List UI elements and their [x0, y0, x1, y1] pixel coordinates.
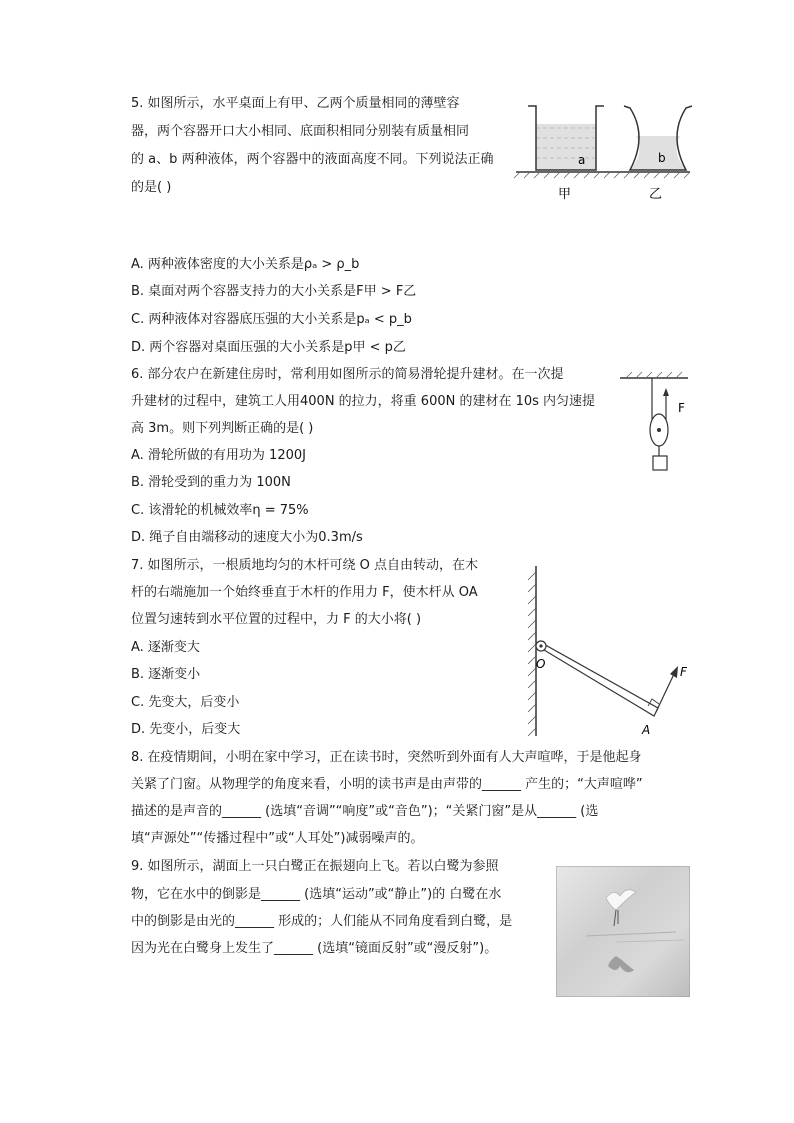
pivot-o-label: O	[536, 657, 546, 671]
lever-force-label: F	[680, 665, 687, 679]
q7-line: 位置匀速转到水平位置的过程中，力 F 的大小将( )	[131, 612, 422, 627]
q5-line: 5. 如图所示，水平桌面上有甲、乙两个质量相同的薄壁容	[131, 96, 460, 111]
q6-line: 高 3m。则下列判断正确的是( )	[131, 421, 314, 436]
q7-line: 杆的右端施加一个始终垂直于木杆的作用力 F，使木杆从 OA	[131, 585, 478, 600]
q6-line: 6. 部分农户在新建住房时，常利用如图所示的简易滑轮提升建材。在一次提	[131, 367, 564, 382]
q7-option-b: B. 逐渐变小	[131, 667, 201, 682]
q7-option-c: C. 先变大，后变小	[131, 695, 240, 710]
q5-option-d: D. 两个容器对桌面压强的大小关系是p甲 < p乙	[131, 340, 406, 355]
q8-line: 填“声源处”“传播过程中”或“人耳处”)减弱噪声的。	[131, 831, 424, 846]
q5-line: 的是( )	[131, 180, 172, 195]
q7-option-d: D. 先变小，后变大	[131, 722, 241, 737]
pulley-force-label: F	[678, 401, 685, 415]
pulley-figure	[616, 370, 692, 474]
end-a-label: A	[642, 723, 651, 737]
q9-line: 中的倒影是由光的______ 形成的；人们能从不同角度看到白鹭，是	[131, 914, 513, 929]
q9-line: 因为光在白鹭身上发生了______ (选填“镜面反射”或“漫反射”)。	[131, 941, 498, 956]
q8-line: 8. 在疫情期间，小明在家中学习，正在读书时，突然听到外面有人大声喧哗，于是他起身	[131, 750, 642, 765]
lever-figure	[512, 562, 696, 738]
egret-photo	[556, 866, 690, 997]
container-yi-label: 乙	[649, 187, 663, 202]
q6-option-a: A. 滑轮所做的有用功为 1200J	[131, 448, 306, 463]
q5-line: 器，两个容器开口大小相同、底面积相同分别装有质量相同	[131, 124, 470, 139]
q9-line: 物，它在水中的倒影是______ (选填“运动”或“静止”)的 白鹭在水	[131, 887, 502, 902]
q7-option-a: A. 逐渐变大	[131, 640, 200, 655]
q8-line: 描述的是声音的______ (选填“音调”“响度”或“音色”)；“关紧门窗”是从______ (选	[131, 804, 599, 819]
q5-option-a: A. 两种液体密度的大小关系是ρₐ > ρ_b	[131, 257, 360, 272]
container-jia-label: 甲	[558, 187, 572, 202]
liquid-b-label: b	[658, 151, 666, 165]
containers-figure	[512, 98, 694, 206]
q6-option-c: C. 该滑轮的机械效率η = 75%	[131, 503, 309, 518]
q5-option-c: C. 两种液体对容器底压强的大小关系是pₐ < p_b	[131, 312, 412, 327]
q8-line: 关紧了门窗。从物理学的角度来看，小明的读书声是由声带的______ 产生的；“大声喧哗”	[131, 777, 643, 792]
q5-option-b: B. 桌面对两个容器支持力的大小关系是F甲 > F乙	[131, 284, 417, 299]
liquid-a-label: a	[578, 153, 586, 167]
q9-line: 9. 如图所示，湖面上一只白鹭正在振翅向上飞。若以白鹭为参照	[131, 859, 499, 874]
q6-option-b: B. 滑轮受到的重力为 100N	[131, 475, 291, 490]
q6-option-d: D. 绳子自由端移动的速度大小为0.3m/s	[131, 530, 363, 545]
q6-line: 升建材的过程中，建筑工人用400N 的拉力，将重 600N 的建材在 10s 内匀速提	[131, 394, 596, 409]
egret-illustration	[556, 866, 690, 997]
q7-line: 7. 如图所示，一根质地均匀的木杆可绕 O 点自由转动，在木	[131, 558, 479, 573]
q5-line: 的 a、b 两种液体，两个容器中的液面高度不同。下列说法正确	[131, 152, 494, 167]
